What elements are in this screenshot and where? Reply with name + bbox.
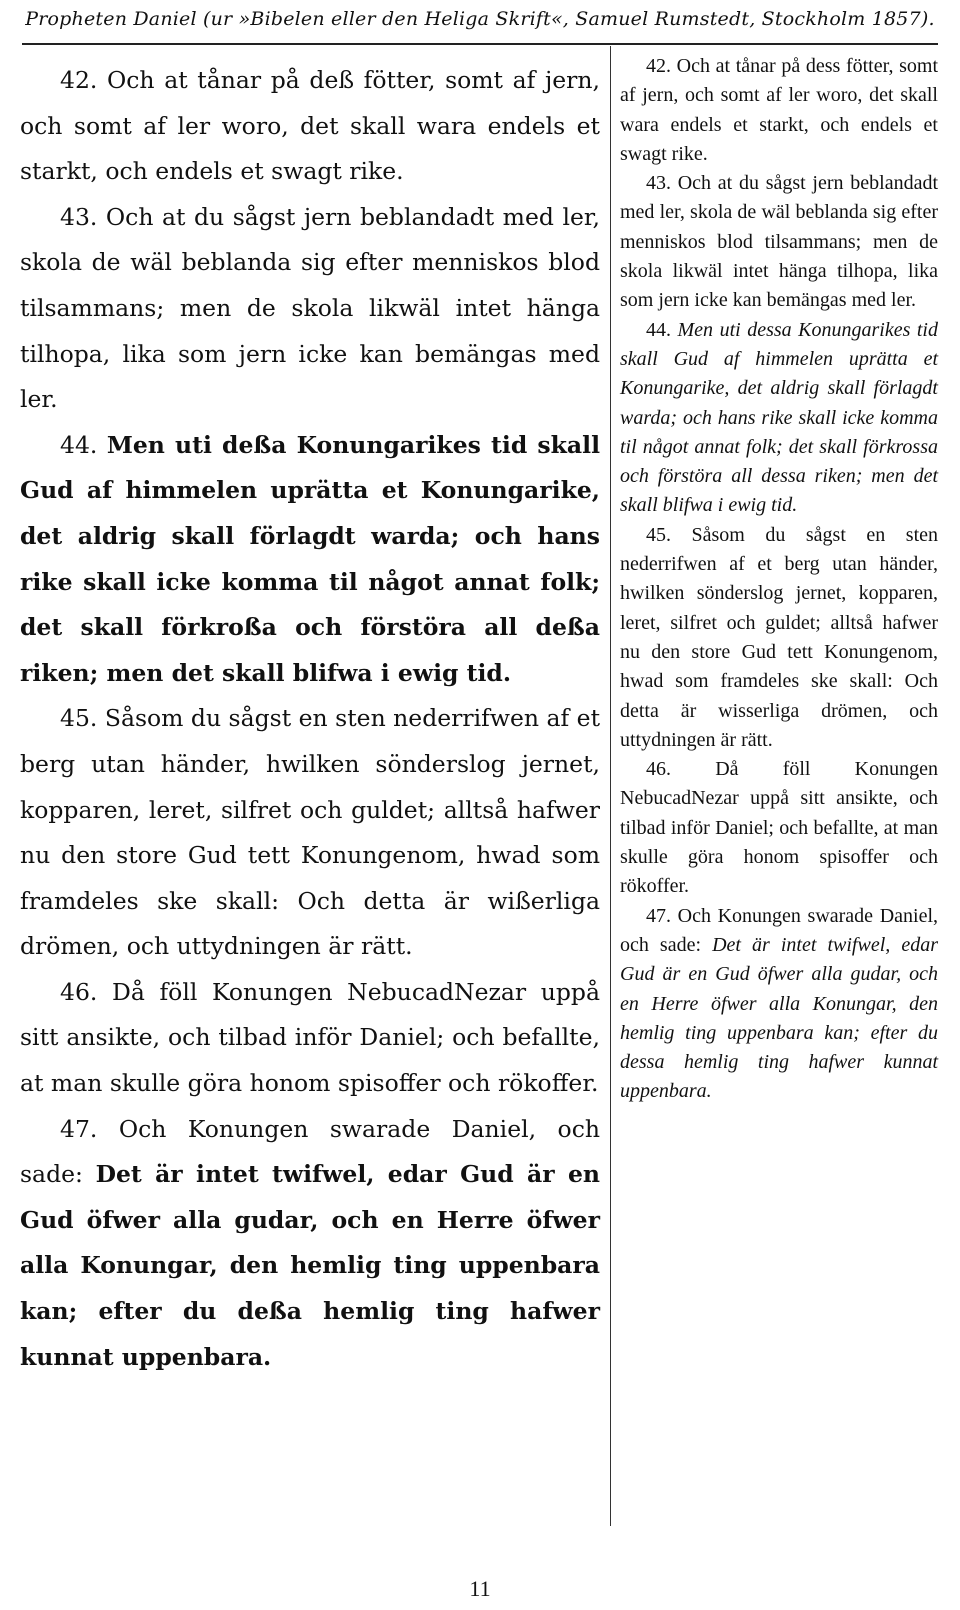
verse-text: 42. Och at tånar på deß fötter, somt af jern, och somt af ler woro, det skall wara endels et starkt, och endels et swagt rike. [20, 66, 600, 186]
verse-text: 46. Då föll Konungen NebucadNezar uppå sitt ansikte, och tilbad inför Daniel; och befallte, at man skulle göra honom spisoffer och rökoffer. [20, 977, 600, 1098]
verse-47-fraktur [20, 1107, 600, 1381]
verse-number: 44. [60, 430, 107, 459]
page-header: Propheten Daniel (ur »Bibelen eller den Heliga Skrift«, Samuel Rumstedt, Stockholm 1857). [25, 8, 935, 30]
verse-emphasis: Det är intet twifwel, edar Gud är en Gud öfwer alla gudar, och en Herre öfwer alla Konungar, den hemlig ting uppenbara kan; efter du dessa hemlig ting hafwer kunnat uppenbara. [620, 933, 938, 1103]
verse-emphasis: Men uti dessa Konungarikes tid skall Gud af himmelen uprätta et Konungarike, det aldrig skall förlagdt warda; och hans rike skall icke komma til något annat folk; det skall förkrossa och förstöra all dessa riken; men det skall blifwa i ewig tid. [620, 318, 938, 517]
column-divider [610, 46, 611, 1526]
header-rule [22, 43, 938, 45]
verse-43-modern [620, 169, 938, 315]
verse-44-fraktur [20, 423, 600, 697]
verse-45-modern [620, 521, 938, 755]
verse-44-modern [620, 316, 938, 521]
verse-text: 45. Såsom du sågst en sten nederrifwen af et berg utan händer, hwilken sönderslog jernet, kopparen, leret, silfret och guldet; alltså hafwer nu den store Gud tett Konungenom, hwad som framdeles ske skall: Och detta är wißerliga drömen, och uttydningen är rätt. [20, 704, 601, 961]
verse-text: 42. Och at tånar på dess fötter, somt af jern, och somt af ler woro, det skall wara endels et starkt, och endels et swagt rike. [620, 55, 938, 165]
verse-emphasis: Det är intet twifwel, edar Gud är en Gud öfwer alla gudar, och en Herre öfwer alla Konungar, den hemlig ting uppenbara kan; efter du deßa hemlig ting hafwer kunnat uppenbara. [20, 1160, 600, 1371]
verse-text: 43. Och at du sågst jern beblandadt med ler, skola de wäl beblanda sig efter menniskos blod tilsammans; men de skola likwäl intet hänga tilhopa, lika som jern icke kan bemängas med ler. [20, 202, 600, 414]
verse-45-fraktur [20, 696, 600, 970]
modern-column [620, 52, 938, 1107]
verse-42-modern [620, 52, 938, 169]
verse-text: 45. Såsom du sågst en sten nederrifwen af et berg utan händer, hwilken sönderslog jernet, kopparen, leret, silfret och guldet; alltså hafwer nu den store Gud tett Konungenom, hwad som framdeles ske skall: Och detta är wisserliga drömen, och uttydningen är rätt. [620, 523, 938, 751]
verse-text: 46. Då föll Konungen NebucadNezar uppå sitt ansikte, och tilbad inför Daniel; och befallte, at man skulle göra honom spisoffer och rökoffer. [620, 758, 938, 898]
page-number: 11 [469, 1576, 491, 1601]
verse-text: 47. Och Konungen swarade Daniel, och sade: [620, 904, 938, 956]
verse-text: 47. Och Konungen swarade Daniel, och sade: [20, 1114, 600, 1189]
fraktur-column [20, 58, 600, 1380]
verse-43-fraktur [20, 195, 600, 423]
verse-46-modern [620, 755, 938, 901]
verse-47-modern [620, 902, 938, 1107]
verse-number: 44. [646, 318, 678, 341]
verse-text: 43. Och at du sågst jern beblandadt med ler, skola de wäl beblanda sig efter menniskos blod tilsammans; men de skola likwäl intet hänga tilhopa, lika som jern icke kan bemängas med ler. [620, 172, 938, 312]
verse-42-fraktur [20, 58, 600, 195]
verse-emphasis: Men uti deßa Konungarikes tid skall Gud af himmelen uprätta et Konungarike, det aldrig skall förlagdt warda; och hans rike skall icke komma til något annat folk; det skall förkroßa och förstöra all deßa riken; men det skall blifwa i ewig tid. [20, 430, 600, 687]
verse-46-fraktur [20, 970, 600, 1107]
